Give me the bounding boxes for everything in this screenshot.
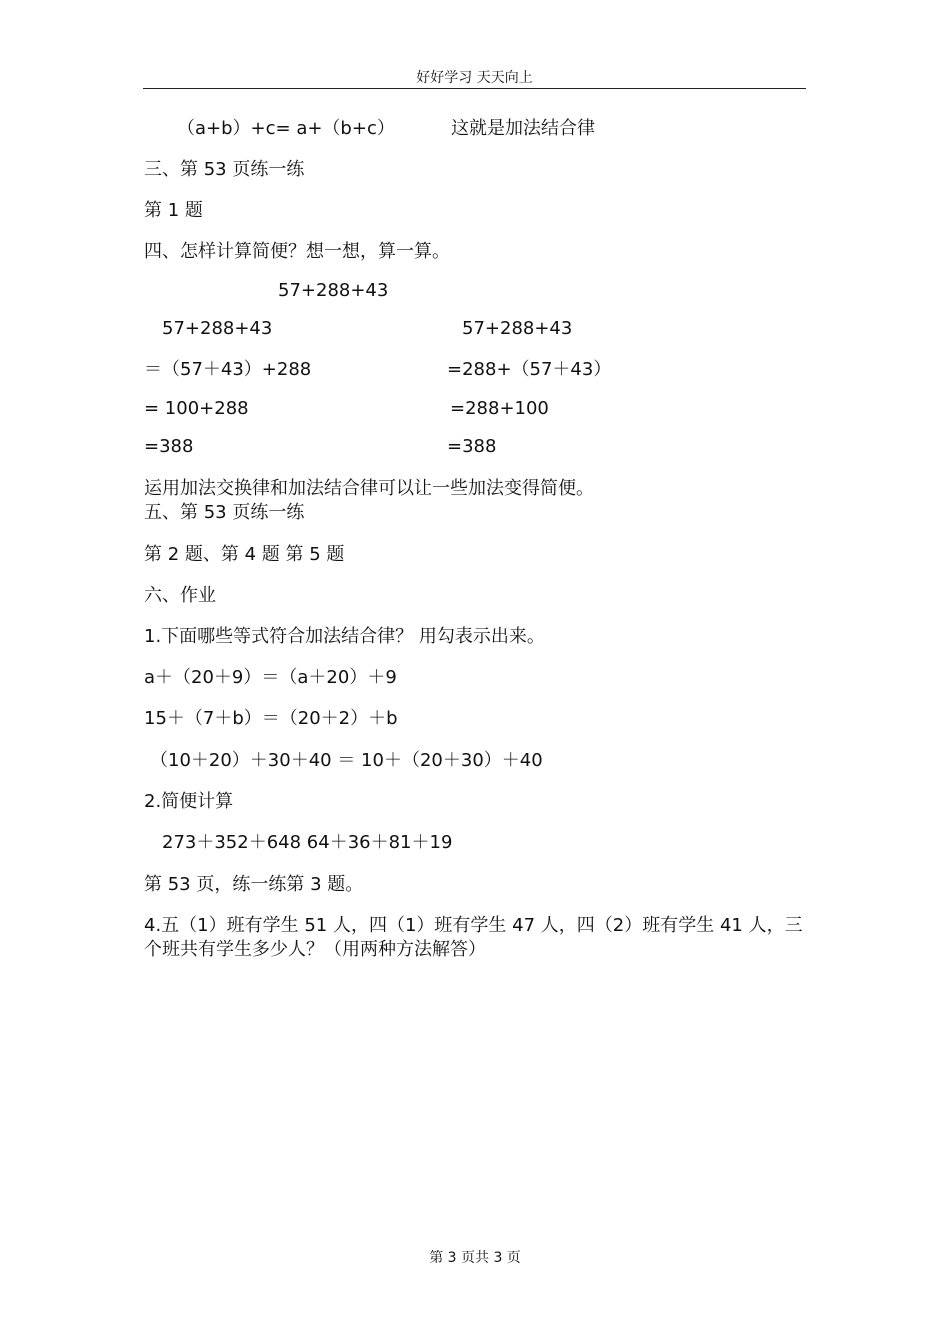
left-step-3: =388	[144, 436, 194, 457]
section-6-heading: 六、作业	[144, 585, 216, 606]
right-step-1: =288+（57＋43）	[447, 359, 612, 380]
homework-3: 第 53 页，练一练第 3 题。	[144, 874, 364, 895]
homework-1-equation-c: （10＋20）＋30＋40 ＝ 10＋（20＋30）＋40	[150, 750, 543, 771]
homework-4: 4.五（1）班有学生 51 人，四（1）班有学生 47 人，四（2）班有学生 41 人，三个班共有学生多少人？（用两种方法解答）	[144, 915, 803, 960]
left-step-1: ＝（57＋43）+288	[144, 359, 312, 380]
left-method-expression: 57+288+43	[162, 318, 273, 339]
section-4-heading: 四、怎样计算简便？想一想，算一算。	[144, 241, 450, 262]
conclusion: 运用加法交换律和加法结合律可以让一些加法变得简便。	[144, 478, 594, 499]
page-header: 好好学习 天天向上	[416, 70, 533, 86]
homework-2-expressions: 273＋352＋648 64＋36＋81＋19	[162, 832, 453, 853]
section-3-heading: 三、第 53 页练一练	[144, 159, 305, 180]
assoc-formula: （a+b）+c= a+（b+c）	[177, 118, 395, 139]
assoc-note: 这就是加法结合律	[451, 118, 595, 139]
homework-1-equation-a: a＋（20＋9）＝（a＋20）＋9	[144, 667, 397, 688]
page-footer: 第 3 页共 3 页	[429, 1250, 521, 1266]
section-5-questions: 第 2 题、第 4 题 第 5 题	[144, 544, 345, 565]
right-method-expression: 57+288+43	[462, 318, 573, 339]
homework-1-equation-b: 15＋（7＋b）＝（20＋2）＋b	[144, 708, 398, 729]
right-step-2: =288+100	[450, 398, 549, 419]
homework-2: 2.简便计算	[144, 791, 234, 812]
left-step-2: = 100+288	[144, 398, 249, 419]
homework-1: 1.下面哪些等式符合加法结合律？ 用勾表示出来。	[144, 626, 545, 647]
main-expression: 57+288+43	[278, 280, 389, 301]
question-1: 第 1 题	[144, 200, 203, 221]
header-rule	[143, 88, 806, 89]
section-5-heading: 五、第 53 页练一练	[144, 502, 305, 523]
right-step-3: =388	[447, 436, 497, 457]
